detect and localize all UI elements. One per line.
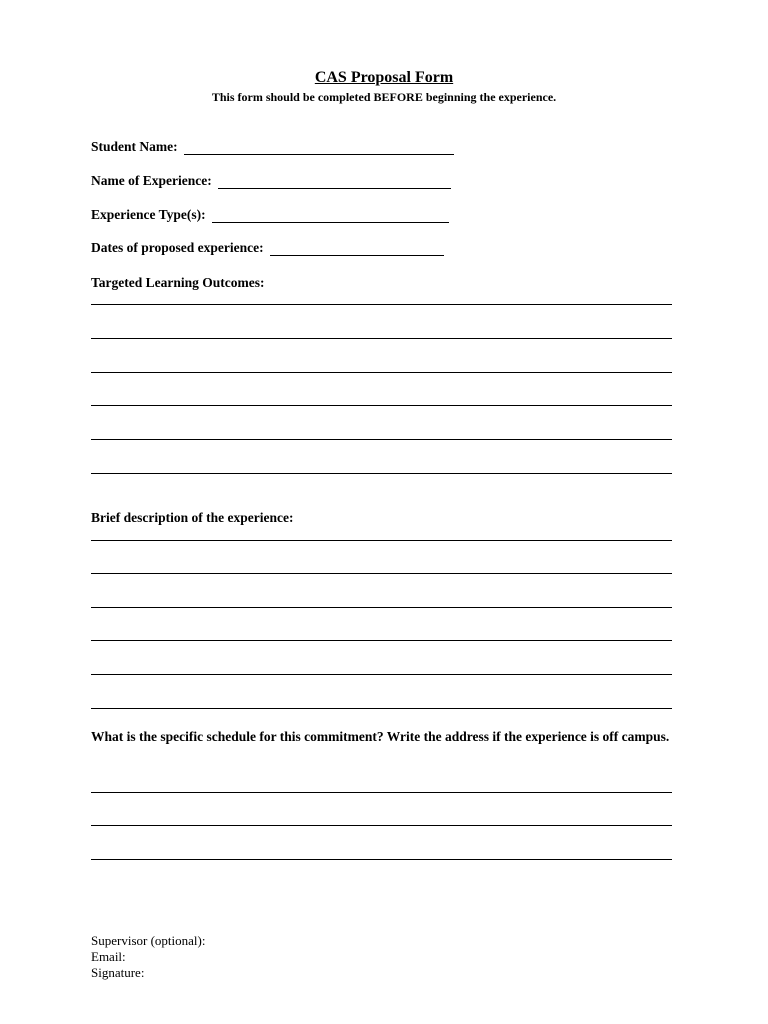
name-of-experience-blank[interactable] [218,176,451,189]
experience-types-label: Experience Type(s): [91,207,206,222]
student-name-blank[interactable] [184,142,454,155]
dates-label: Dates of proposed experience: [91,240,264,255]
outcomes-line[interactable] [91,473,672,474]
page-subtitle: This form should be completed BEFORE beginning the experience. [211,90,557,104]
description-heading: Brief description of the experience: [91,510,294,525]
schedule-heading: What is the specific schedule for this commitment? Write the address if the experience is off campus. [91,729,670,744]
dates-field[interactable] [91,240,444,256]
description-line[interactable] [91,708,672,709]
page-title: CAS Proposal Form [314,69,454,86]
email-label: Email: [91,949,126,964]
name-of-experience-label: Name of Experience: [91,173,212,188]
description-line[interactable] [91,573,672,574]
signature-label: Signature: [91,965,145,980]
schedule-line[interactable] [91,792,672,793]
schedule-line[interactable] [91,825,672,826]
experience-types-blank[interactable] [212,210,449,223]
supervisor-label: Supervisor (optional): [91,933,206,948]
outcomes-heading: Targeted Learning Outcomes: [91,275,265,290]
experience-types-field[interactable] [91,207,449,223]
student-name-label: Student Name: [91,139,178,154]
name-of-experience-field[interactable] [91,173,451,189]
outcomes-line[interactable] [91,304,672,305]
outcomes-line[interactable] [91,372,672,373]
description-line[interactable] [91,674,672,675]
description-line[interactable] [91,607,672,608]
student-name-field[interactable] [91,139,454,155]
outcomes-line[interactable] [91,338,672,339]
dates-blank[interactable] [270,243,444,256]
description-line[interactable] [91,640,672,641]
description-line[interactable] [91,540,672,541]
outcomes-line[interactable] [91,439,672,440]
schedule-line[interactable] [91,859,672,860]
outcomes-line[interactable] [91,405,672,406]
